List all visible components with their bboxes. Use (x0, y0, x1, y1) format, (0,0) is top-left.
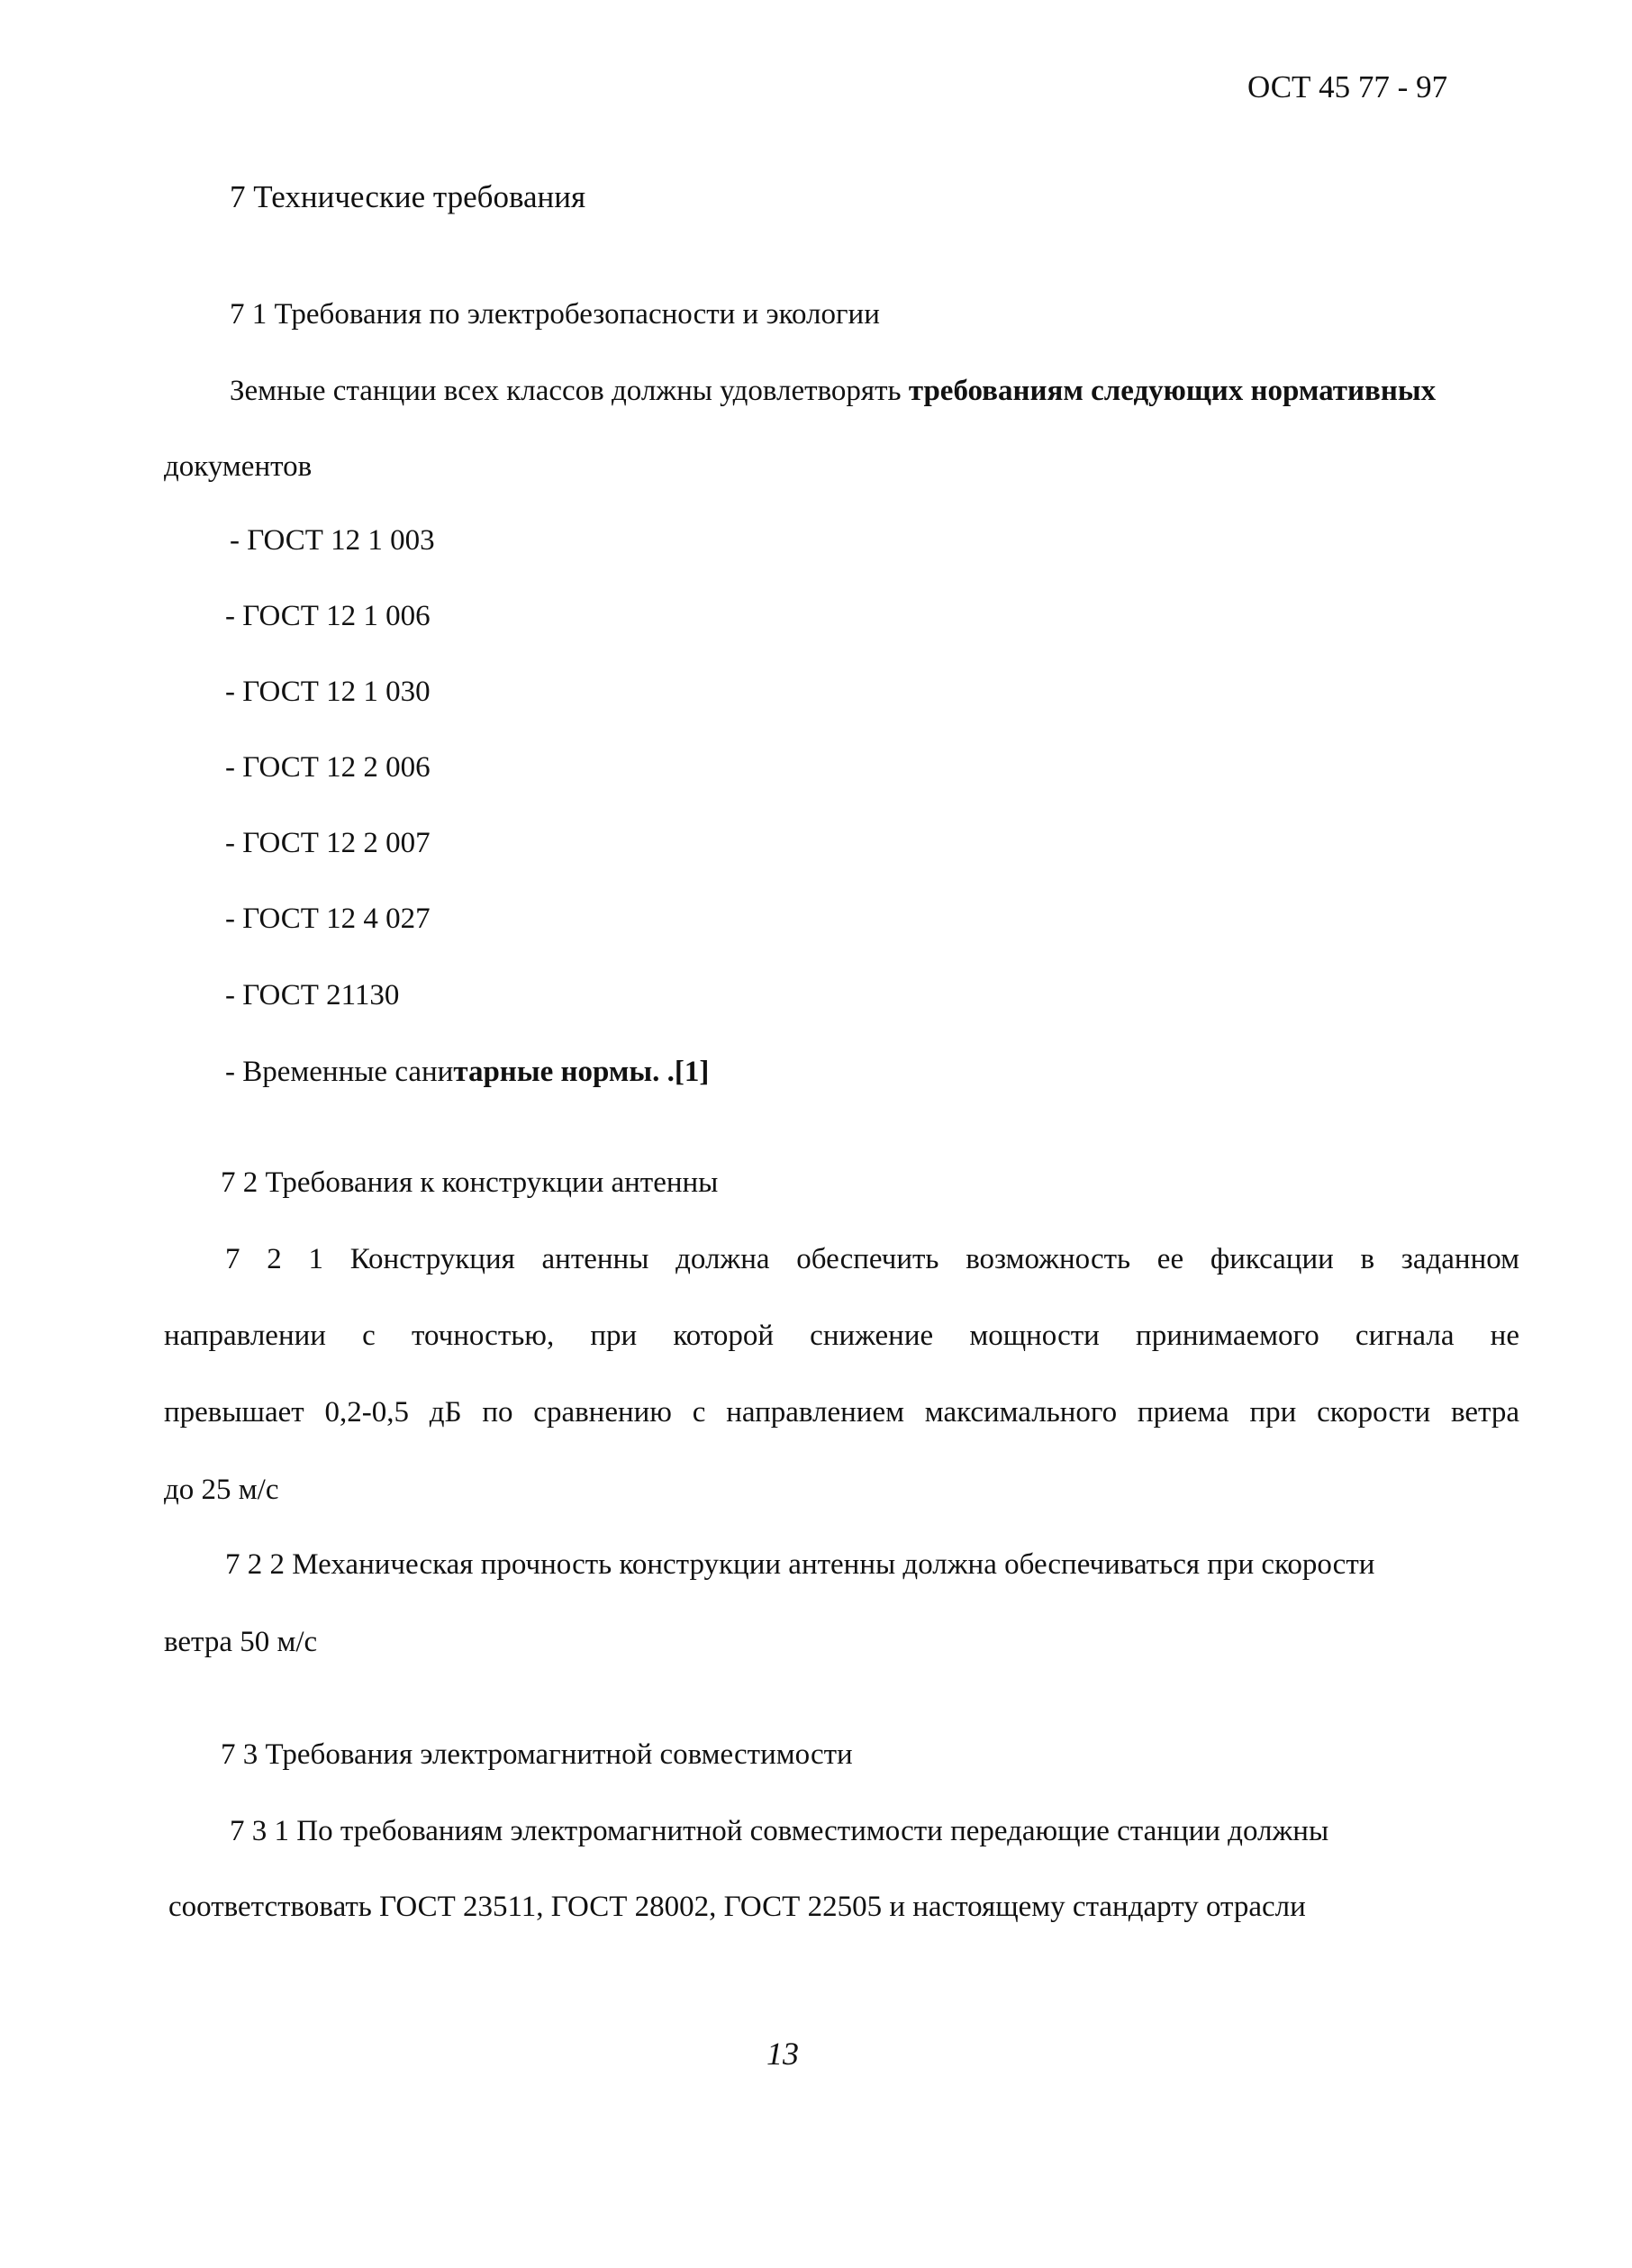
list-item-sanitary-norms (225, 1054, 709, 1090)
list-item: - ГОСТ 12 2 006 (225, 751, 431, 784)
list-item: - ГОСТ 12 1 030 (225, 676, 431, 708)
paragraph-7-1-text-regular: Земные станции всех классов должны удовлетворять (230, 375, 909, 407)
list-item: - ГОСТ 12 1 006 (225, 600, 431, 632)
list-item-text-regular: - Временные сани (225, 1056, 454, 1088)
paragraph-7-2-1-line: направлении с точностью, при которой снижение мощности принимаемого сигнала не (164, 1320, 1519, 1352)
document-code: ОСТ 45 77 - 97 (1247, 69, 1448, 104)
paragraph-7-2-2-line: ветра 50 м/с (164, 1626, 318, 1658)
list-item: - ГОСТ 12 1 003 (230, 524, 435, 557)
paragraph-7-1-line-2: документов (164, 450, 313, 483)
paragraph-7-2-1-line: до 25 м/с (164, 1474, 279, 1506)
paragraph-7-1-text-bold: требованиям следующих нормативных (908, 375, 1437, 407)
list-item: - ГОСТ 12 4 027 (225, 903, 431, 935)
paragraph-7-2-2-line: 7 2 2 Механическая прочность конструкции антенны должна обеспечиваться при скорости (225, 1548, 1375, 1581)
paragraph-7-1-line-1 (230, 373, 1436, 409)
paragraph-7-2-1-line: 7 2 1 Конструкция антенны должна обеспечить возможность ее фиксации в заданном (225, 1243, 1519, 1275)
list-item-text-bold: тарные нормы. .[1] (453, 1056, 710, 1088)
section-title: 7 Технические требования (230, 179, 586, 214)
subsection-heading-7-3: 7 3 Требования электромагнитной совместимости (221, 1738, 853, 1771)
page-number: 13 (766, 2036, 799, 2072)
subsection-heading-7-1: 7 1 Требования по электробезопасности и экологии (230, 298, 880, 331)
list-item: - ГОСТ 12 2 007 (225, 827, 431, 859)
paragraph-7-3-1-line: 7 3 1 По требованиям электромагнитной совместимости передающие станции должны (230, 1815, 1329, 1847)
list-item: - ГОСТ 21130 (225, 979, 400, 1012)
paragraph-7-3-1-line: соответствовать ГОСТ 23511, ГОСТ 28002, ГОСТ 22505 и настоящему стандарту отрасли (168, 1891, 1306, 1923)
paragraph-7-2-1-line: превышает 0,2-0,5 дБ по сравнению с направлением максимального приема при скорости ветра (164, 1396, 1519, 1429)
subsection-heading-7-2: 7 2 Требования к конструкции антенны (221, 1166, 719, 1199)
